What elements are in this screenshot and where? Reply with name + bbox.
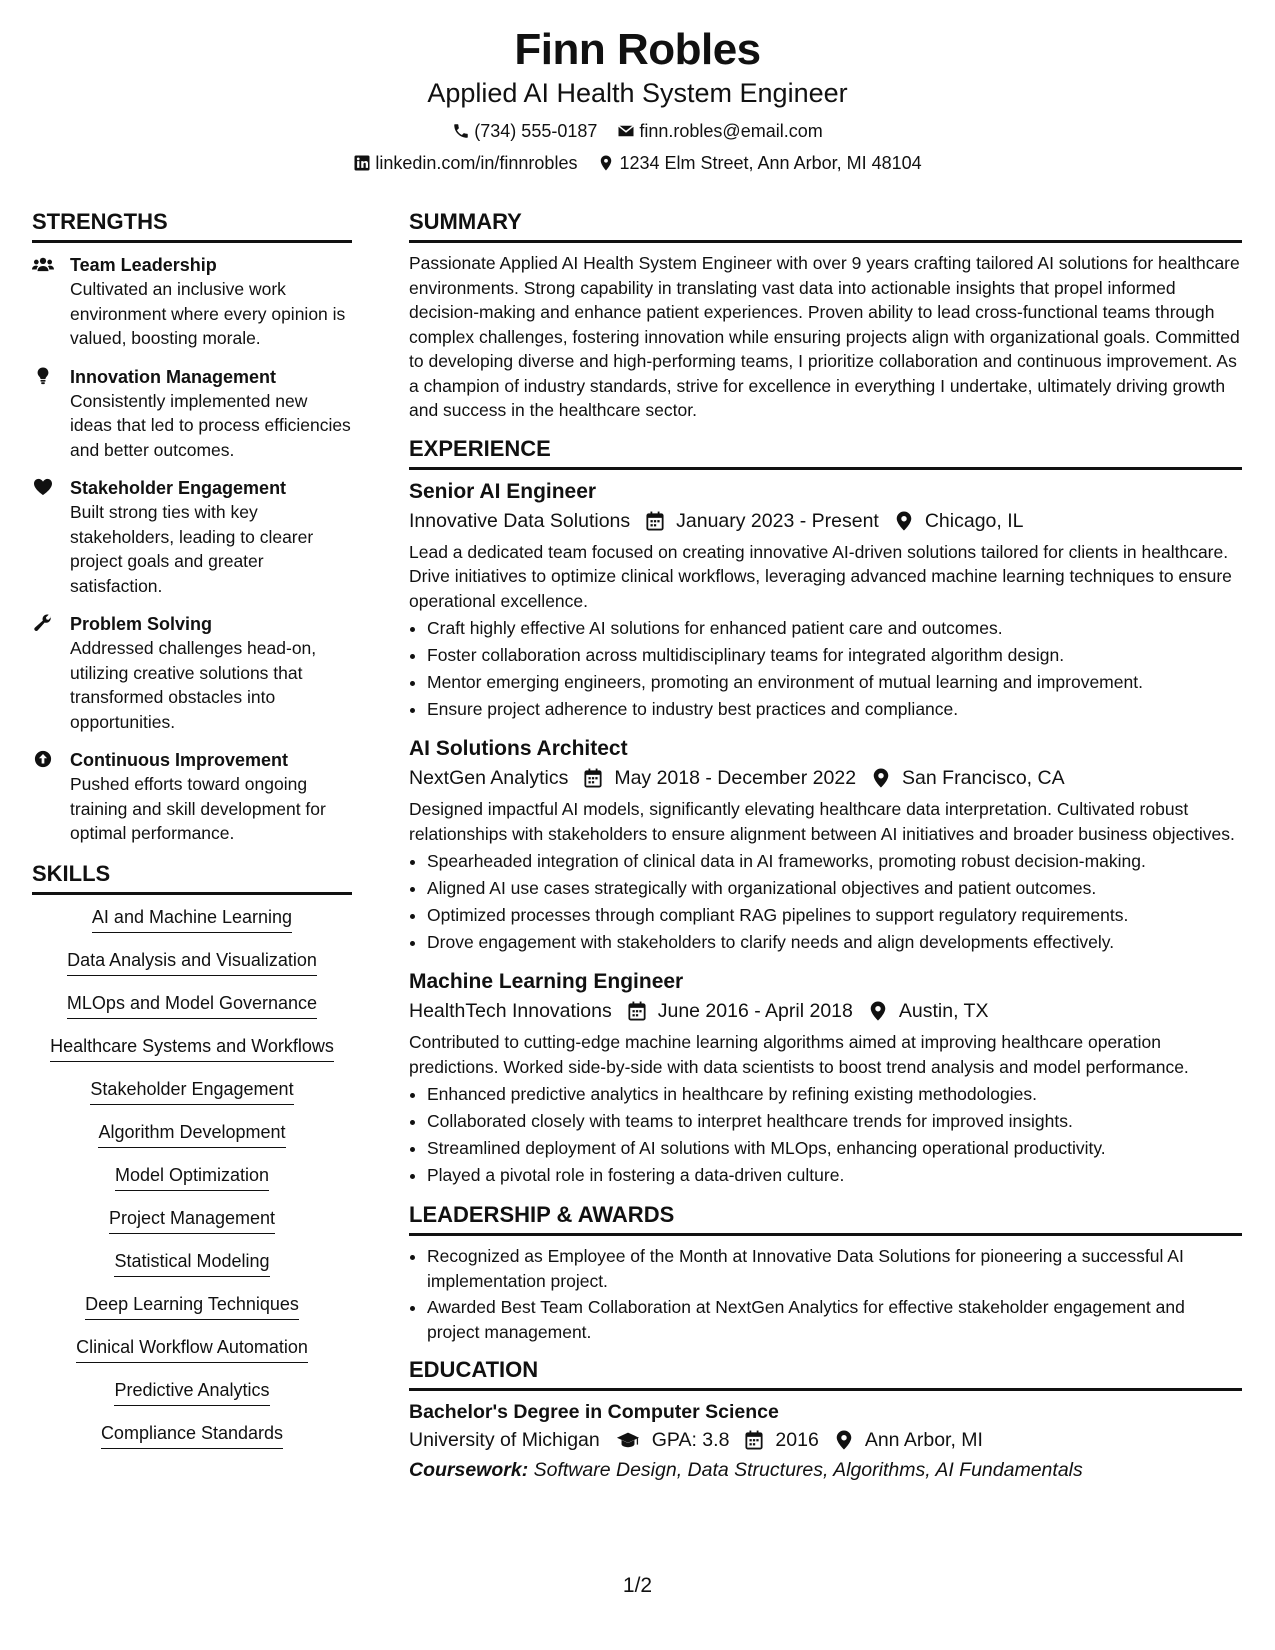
job-bullet: • Streamlined deployment of AI solutions with MLOps, enhancing operational productivity. (427, 1135, 1242, 1162)
skill-item: Deep Learning Techniques (85, 1292, 299, 1320)
job-bullet: • Drove engagement with stakeholders to clarify needs and align developments effectively. (427, 929, 1242, 956)
skill-item: AI and Machine Learning (92, 905, 292, 933)
graduation-cap-icon (616, 1430, 640, 1450)
job-company: NextGen Analytics (409, 767, 569, 789)
candidate-name: Finn Robles (514, 25, 761, 74)
job-description: Designed impactful AI models, significantly elevating healthcare data interpretation. Cultivated robust relationships with stakeholders to ensure alignment between AI initiatives and broader business objectives. (409, 799, 1235, 844)
skill-item: MLOps and Model Governance (67, 991, 317, 1019)
linkedin-contact[interactable] (353, 152, 577, 174)
job-bullet: • Collaborated closely with teams to interpret healthcare trends for improved insights. (427, 1108, 1242, 1135)
wrench-icon (32, 614, 56, 634)
job-location: San Francisco, CA (902, 767, 1065, 789)
strength-item (32, 253, 352, 351)
heart-icon (32, 478, 56, 498)
education-location: Ann Arbor, MI (864, 1429, 983, 1451)
job-meta (409, 996, 1242, 1026)
skill-item: Predictive Analytics (114, 1378, 269, 1406)
map-pin-icon (835, 1430, 853, 1450)
experience-heading: EXPERIENCE (409, 435, 1242, 470)
strength-desc: Pushed efforts toward ongoing training and skill development for optimal performance. (70, 774, 326, 843)
strength-item (32, 476, 352, 598)
job-entry (409, 478, 1242, 724)
phone-contact (452, 120, 597, 142)
skill-item: Data Analysis and Visualization (67, 948, 317, 976)
skill-item: Clinical Workflow Automation (76, 1335, 308, 1363)
skills-list (32, 905, 352, 1449)
job-title: AI Solutions Architect (409, 737, 628, 760)
coursework-label: Coursework: (409, 1459, 529, 1481)
education-meta (409, 1425, 1242, 1455)
summary-text: Passionate Applied AI Health System Engineer with over 9 years crafting tailored AI solutions for healthcare environments. Strong capability in translating vast data into actionable insights that propel informed decision-making and enhance patient experiences. Proven ability to lead cross-functional teams through complex challenges, fostering innovation while ensuring projects align with organizational goals. Committed to developing diverse and high-performing teams, I prioritize collaboration and continuous improvement. As a champion of industry standards, strive for excellence in everything I undertake, ultimately driving growth and success in the healthcare sector. (409, 253, 1240, 420)
address-contact (597, 152, 921, 174)
strength-item (32, 365, 352, 463)
job-bullet: • Mentor emerging engineers, promoting an environment of mutual learning and improvement. (427, 669, 1242, 696)
job-bullets (409, 615, 1242, 723)
job-meta (409, 763, 1242, 793)
summary-heading: SUMMARY (409, 208, 1242, 243)
job-bullet: • Aligned AI use cases strategically with organizational objectives and patient outcomes. (427, 875, 1242, 902)
job-company: HealthTech Innovations (409, 1000, 612, 1022)
job-bullet: • Spearheaded integration of clinical data in AI frameworks, promoting robust decision-making. (427, 848, 1242, 875)
strength-title: Team Leadership (70, 255, 217, 275)
coursework-text: Software Design, Data Structures, Algorithms, AI Fundamentals (533, 1459, 1083, 1481)
strength-desc: Built strong ties with key stakeholders, leading to clearer project goals and greater satisfaction. (70, 502, 314, 596)
job-description: Lead a dedicated team focused on creating innovative AI-driven solutions tailored for clients in healthcare. Drive initiatives to optimize clinical workflows, leveraging advanced machine learning techniques to ensure operational excellence. (409, 541, 1232, 611)
job-bullets (409, 848, 1242, 956)
skill-item: Algorithm Development (98, 1120, 285, 1148)
strength-item (32, 748, 352, 846)
arrow-up-circle-icon (32, 750, 56, 770)
job-location: Chicago, IL (924, 509, 1024, 532)
strengths-heading: STRENGTHS (32, 208, 352, 243)
contact-line-1 (0, 120, 1275, 142)
job-title: Senior AI Engineer (409, 479, 597, 503)
job-bullet: • Optimized processes through compliant RAG pipelines to support regulatory requirements. (427, 902, 1242, 929)
award-item: • Recognized as Employee of the Month at Innovative Data Solutions for pioneering a successful AI implementation project. (427, 1244, 1242, 1293)
email-contact[interactable] (617, 120, 822, 142)
education-gpa: GPA: 3.8 (651, 1429, 730, 1451)
education-school: University of Michigan (409, 1429, 600, 1451)
left-column (32, 208, 352, 1464)
education-year: 2016 (775, 1429, 819, 1451)
phone-icon (452, 122, 470, 140)
phone-text: (734) 555-0187 (474, 121, 598, 141)
job-description: Contributed to cutting-edge machine learning algorithms aimed at improving healthcare operation predictions. Worked side-by-side with data scientists to boost trend analysis and model performance. (409, 1032, 1189, 1077)
strengths-list (32, 253, 352, 846)
strength-desc: Addressed challenges head-on, utilizing creative solutions that transformed obstacles into opportunities. (70, 638, 317, 732)
contact-line-2 (0, 152, 1275, 174)
right-column (409, 208, 1242, 1485)
strength-title: Innovation Management (70, 366, 277, 387)
calendar-icon (646, 511, 664, 531)
job-dates: January 2023 - Present (676, 509, 879, 532)
education-coursework (409, 1455, 1242, 1485)
job-bullet: • Craft highly effective AI solutions for enhanced patient care and outcomes. (427, 615, 1242, 642)
awards-heading: LEADERSHIP & AWARDS (409, 1201, 1242, 1236)
envelope-icon (617, 122, 635, 140)
job-bullet: • Ensure project adherence to industry best practices and compliance. (427, 696, 1242, 723)
linkedin-icon (353, 154, 371, 172)
calendar-icon (628, 1001, 646, 1021)
strength-desc: Cultivated an inclusive work environment where every opinion is valued, boosting morale. (70, 279, 346, 348)
map-pin-icon (597, 154, 615, 172)
strength-item (32, 612, 352, 734)
job-company: Innovative Data Solutions (409, 509, 631, 532)
strength-title: Problem Solving (70, 614, 213, 634)
map-pin-icon (872, 768, 890, 788)
award-item: • Awarded Best Team Collaboration at NextGen Analytics for effective stakeholder engagement and project management. (427, 1295, 1242, 1344)
job-entry (409, 735, 1242, 956)
job-bullet: • Played a pivotal role in fostering a data-driven culture. (427, 1162, 1242, 1189)
job-dates: May 2018 - December 2022 (614, 767, 857, 789)
job-entry (409, 968, 1242, 1189)
calendar-icon (584, 768, 602, 788)
skill-item: Healthcare Systems and Workflows (50, 1034, 334, 1062)
skill-item: Statistical Modeling (114, 1249, 269, 1277)
page-number: 1/2 (622, 1574, 653, 1597)
skill-item: Model Optimization (115, 1163, 269, 1191)
linkedin-text[interactable]: linkedin.com/in/finnrobles (375, 153, 578, 173)
skill-item: Stakeholder Engagement (90, 1077, 293, 1105)
skills-heading: SKILLS (32, 860, 352, 895)
job-bullets (409, 1081, 1242, 1189)
candidate-title: Applied AI Health System Engineer (427, 78, 848, 108)
job-dates: June 2016 - April 2018 (657, 1000, 853, 1022)
job-location: Austin, TX (898, 1000, 989, 1022)
email-text[interactable]: finn.robles@email.com (639, 121, 823, 141)
strength-title: Continuous Improvement (70, 750, 289, 770)
address-text: 1234 Elm Street, Ann Arbor, MI 48104 (619, 153, 922, 173)
education-degree: Bachelor's Degree in Computer Science (409, 1401, 779, 1423)
resume-header (0, 24, 1275, 174)
awards-list (409, 1244, 1242, 1344)
strength-desc: Consistently implemented new ideas that led to process efficiencies and better outcomes. (70, 390, 351, 460)
job-meta (409, 506, 1242, 536)
job-bullet: • Enhanced predictive analytics in healthcare by refining existing methodologies. (427, 1081, 1242, 1108)
lightbulb-icon (32, 367, 56, 387)
job-bullet: • Foster collaboration across multidisciplinary teams for integrated algorithm design. (427, 642, 1242, 669)
education-heading: EDUCATION (409, 1356, 1242, 1391)
job-title: Machine Learning Engineer (409, 970, 684, 993)
map-pin-icon (895, 511, 913, 531)
skill-item: Compliance Standards (101, 1421, 283, 1449)
strength-title: Stakeholder Engagement (70, 478, 287, 498)
map-pin-icon (869, 1001, 887, 1021)
calendar-icon (745, 1430, 763, 1450)
users-icon (32, 255, 56, 275)
skill-item: Project Management (109, 1206, 275, 1234)
